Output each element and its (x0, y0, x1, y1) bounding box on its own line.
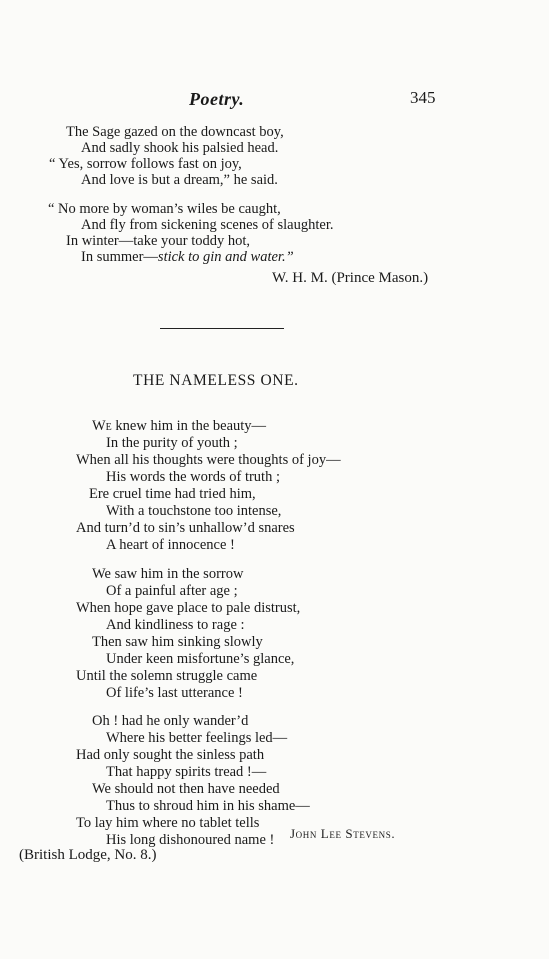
poem-line: When all his thoughts were thoughts of joy— (76, 452, 341, 468)
poem-line (81, 249, 294, 265)
poem-line: And love is but a dream,” he said. (81, 172, 278, 188)
poem-line: Then saw him sinking slowly (92, 634, 263, 650)
poem-line: “ Yes, sorrow follows fast on joy, (49, 156, 242, 172)
poem-line: That happy spirits tread !— (106, 764, 267, 780)
poem-line-rest: knew him in the beauty— (111, 418, 267, 434)
poem-line: Where his better feelings led— (106, 730, 288, 746)
poem-line (92, 418, 266, 434)
poem-line: Until the solemn struggle came (76, 668, 258, 684)
poem-line: Ere cruel time had tried him, (89, 486, 256, 502)
poem-line-italic: stick to gin and water.” (157, 249, 294, 265)
poem-line: In winter—take your toddy hot, (66, 233, 251, 249)
poem-line: And turn’d to sin’s unhallow’d snares (76, 520, 295, 536)
poem-line: Of life’s last utterance ! (106, 685, 243, 701)
poem-line: Thus to shroud him in his shame— (106, 798, 310, 814)
poem-title: THE NAMELESS ONE. (133, 372, 299, 389)
poem-line: In the purity of youth ; (106, 435, 238, 451)
poem-signature: W. H. M. (Prince Mason.) (272, 270, 429, 286)
section-divider (160, 328, 284, 329)
poem-line: Of a painful after age ; (106, 583, 238, 599)
poem-line: We saw him in the sorrow (92, 566, 244, 582)
poem-line: “ No more by woman’s wiles be caught, (48, 201, 281, 217)
poem-line-prefix: In summer— (81, 249, 158, 265)
poem-line: And fly from sickening scenes of slaughter. (81, 217, 334, 233)
poem-line: Oh ! had he only wander’d (92, 713, 249, 729)
poem-line: And kindliness to rage : (106, 617, 245, 633)
poem-author: John Lee Stevens. (290, 826, 396, 841)
poem-line: And sadly shook his palsied head. (81, 140, 279, 156)
lodge-attribution: (British Lodge, No. 8.) (19, 847, 157, 863)
poem-line: To lay him where no tablet tells (76, 815, 260, 831)
poem-dropcap: We (92, 418, 112, 434)
poem-line: When hope gave place to pale distrust, (76, 600, 301, 616)
poem-line: A heart of innocence ! (106, 537, 235, 553)
poem-line: Under keen misfortune’s glance, (106, 651, 295, 667)
poem-line: The Sage gazed on the downcast boy, (66, 124, 284, 140)
poem-line: We should not then have needed (92, 781, 280, 797)
page-number: 345 (410, 88, 436, 107)
running-header-title: Poetry. (189, 89, 245, 109)
poem-line: With a touchstone too intense, (106, 503, 282, 519)
poem-line: Had only sought the sinless path (76, 747, 265, 763)
poem-line: His words the words of truth ; (106, 469, 280, 485)
poem-line: His long dishonoured name ! (106, 832, 275, 848)
